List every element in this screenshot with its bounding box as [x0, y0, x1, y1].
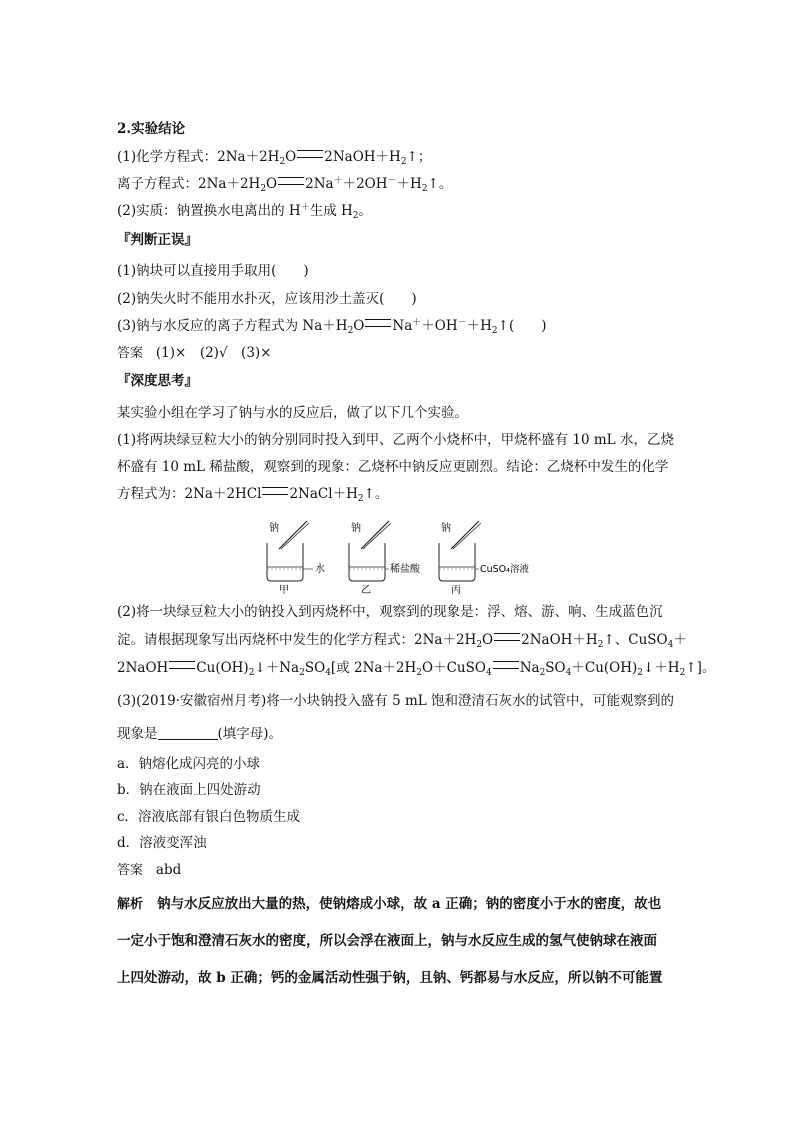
beaker-figure [255, 515, 545, 595]
subscript: 2 [637, 668, 643, 678]
think-heading: 『深度思考』 [117, 373, 198, 389]
judge-title: 判断正误 [130, 232, 185, 248]
q3-answer [117, 861, 181, 880]
subscript: 4 [485, 668, 492, 678]
subscript: 2 [279, 157, 286, 167]
analysis-line-3: 上四处游动，故 b 正确；钙的金属活动性强于钠，且钠、钙都易与水反应，所以钠不可能置 [117, 970, 663, 986]
liquid-label-1: 水 [315, 564, 325, 575]
subscript: 2 [248, 668, 255, 678]
subscript: 2 [400, 157, 407, 167]
item3-rhs: Na [392, 318, 413, 334]
eq1-end: ↑； [406, 149, 432, 165]
answer-label: 答案 [117, 863, 144, 878]
q1-eq-end: ↑。 [363, 486, 389, 502]
subscript: 4 [325, 668, 331, 678]
tweezer [363, 523, 391, 549]
eq1-mid: O [285, 149, 297, 165]
q3-prefix: 现象是 [117, 726, 158, 742]
subscript: 2 [539, 668, 546, 678]
item3-prefix: (3)钠与水反应的离子方程式为 Na＋H [117, 318, 348, 334]
eq2-rhs: 2Na [305, 176, 334, 192]
eq2-end: ↑。 [427, 176, 453, 192]
think-intro: 某实验小组在学习了钠与水的反应后，做了以下几个实验。 [117, 405, 468, 421]
q1-eq-prefix: 方程式为：2Na＋2HCl [117, 486, 262, 502]
q2-end: ↑、CuSO [603, 632, 668, 648]
subscript: 2 [357, 494, 364, 504]
option-c: c．溶液底部有银白色物质生成 [117, 809, 301, 825]
q1-line-3 [117, 485, 388, 503]
analysis-label: 解析 [117, 897, 144, 912]
beaker-2 [349, 521, 421, 595]
subscript: 2 [476, 640, 483, 650]
eq2-prefix: 离子方程式：2Na＋2H [117, 176, 261, 192]
equals-sign [365, 319, 391, 327]
item3-rhs2: ＋OH [421, 318, 458, 334]
superscript: － [457, 318, 467, 328]
q3-end: (填字母)。 [217, 726, 283, 742]
section-title: 2.实验结论 [117, 121, 186, 137]
judge-item-2: (2)钠失火时不能用水扑灭，应该用沙土盖灭( ) [117, 291, 417, 307]
tweezer [281, 523, 309, 549]
chemical-equation-line [117, 148, 431, 166]
essence-end: 。 [358, 203, 373, 219]
sodium-label: 钠 [441, 523, 451, 534]
q1-eq-rhs: 2NaCl＋H [289, 486, 358, 502]
beaker-label-3: 丙 [451, 585, 461, 595]
beaker-label-2: 乙 [361, 585, 371, 595]
q2l3-e: SO [545, 660, 566, 676]
q2l3-b: SO [304, 660, 326, 676]
equals-sign [169, 661, 195, 669]
subscript: 2 [347, 326, 354, 336]
answer-blank[interactable] [158, 727, 218, 740]
eq2-rhs3: ＋H [396, 176, 422, 192]
q2-mid: O [482, 632, 494, 648]
q2l3-rhs2: Na [519, 660, 540, 676]
q2l3-c: [或 2Na＋2H [330, 660, 417, 676]
eq2-mid: O [266, 176, 278, 192]
beaker-outline [349, 543, 385, 581]
beaker-1 [267, 521, 325, 595]
answer-text: abd [155, 862, 182, 878]
subscript: 2 [299, 668, 305, 678]
beaker-label-1: 甲 [279, 585, 289, 595]
q2-line-3 [117, 659, 715, 677]
subscript: 4 [667, 640, 674, 650]
superscript: － [387, 176, 397, 186]
liquid-label-2: 稀盐酸 [390, 564, 420, 575]
judge-item-1: (1)钠块可以直接用手取用( ) [117, 263, 309, 279]
tweezer [453, 523, 481, 549]
judge-heading: 『判断正误』 [117, 232, 198, 248]
q1-line-1: (1)将两块绿豆粒大小的钠分别同时投入到甲、乙两个小烧杯中，甲烧杯盛有 10 mL 水，乙烧 [117, 432, 674, 448]
equals-sign [262, 487, 288, 495]
beaker-outline [439, 543, 475, 581]
q1-line-2: 杯盛有 10 mL 稀盐酸，观察到的现象：乙烧杯中钠反应更剧烈。结论：乙烧杯中发生的化学 [117, 459, 669, 475]
judge-answer [117, 344, 271, 363]
q2l3-a: ↓＋Na [254, 660, 300, 676]
analysis-text-1: 钠与水反应放出大量的热，使钠熔成小球，故 a 正确；钠的密度小于水的密度，故也 [157, 896, 662, 912]
analysis-line-2: 一定小于饱和澄清石灰水的密度，所以会浮在液面上，钠与水反应生成的氢气使钠球在液面 [117, 933, 657, 949]
answer-text: (1)× (2)√ (3)× [155, 345, 272, 361]
option-a: a．钠熔化成闪亮的小球 [117, 756, 261, 772]
option-b: b．钠在液面上四处游动 [117, 782, 261, 798]
q2-rhs: 2NaOH＋H [521, 632, 598, 648]
superscript: ＋ [412, 318, 422, 328]
option-d: d．溶液变浑浊 [117, 835, 207, 851]
equals-sign [278, 177, 304, 185]
analysis-line-1 [117, 895, 661, 914]
essence-mid: 生成 H [309, 203, 353, 219]
q2-prefix: 淀。请根据现象写出丙烧杯中发生的化学方程式：2Na＋2H [117, 632, 477, 648]
sodium-label: 钠 [351, 523, 361, 534]
answer-label: 答案 [117, 346, 144, 361]
q2-line-2 [117, 631, 687, 649]
beaker-3 [439, 521, 529, 595]
q2l3-f: ＋Cu(OH) [571, 660, 638, 676]
subscript: 2 [416, 668, 423, 678]
eq1-rhs: 2NaOH＋H [324, 149, 401, 165]
q2-line-1: (2)将一块绿豆粒大小的钠投入到丙烧杯中，观察到的现象是：浮、熔、游、响、生成蓝色沉 [117, 604, 663, 620]
q2l3-d: O＋CuSO [422, 660, 486, 676]
essence-line [117, 202, 372, 220]
q2l3-prefix: 2NaOH [117, 660, 169, 676]
subscript: 2 [260, 184, 267, 194]
subscript: 2 [352, 211, 359, 221]
item3-mid: O [353, 318, 365, 334]
equals-sign [493, 661, 519, 669]
q2l3-rhs: Cu(OH) [196, 660, 249, 676]
superscript: ＋ [333, 176, 343, 186]
q3-line-2 [117, 725, 282, 743]
sodium-label: 钠 [269, 523, 279, 534]
q2-tail: ＋ [673, 632, 687, 648]
subscript: 2 [679, 668, 686, 678]
item3-rhs3: ＋H [466, 318, 492, 334]
equals-sign [494, 633, 520, 641]
ionic-equation-line [117, 175, 452, 193]
q2l3-end: ↑]。 [685, 660, 716, 676]
subscript: 4 [565, 668, 572, 678]
liquid-label-3: CuSO₄溶液 [480, 564, 529, 575]
subscript: 2 [491, 326, 498, 336]
think-title: 深度思考 [130, 373, 185, 389]
superscript: ＋ [300, 203, 310, 213]
subscript: 2 [421, 184, 428, 194]
q3-line-1: (3)(2019·安徽宿州月考)将一小块钠投入盛有 5 mL 饱和澄清石灰水的试管中，可能观察到的 [117, 693, 675, 709]
q2l3-g: ↓＋H [643, 660, 680, 676]
eq2-rhs2: ＋2OH [342, 176, 388, 192]
subscript: 2 [597, 640, 604, 650]
equals-sign [297, 150, 323, 158]
essence-prefix: (2)实质：钠置换水电离出的 H [117, 203, 301, 219]
judge-item-3 [117, 317, 547, 335]
item3-end: ↑( ) [497, 318, 547, 334]
beaker-outline [267, 543, 303, 581]
eq1-prefix: (1)化学方程式：2Na＋2H [117, 149, 280, 165]
